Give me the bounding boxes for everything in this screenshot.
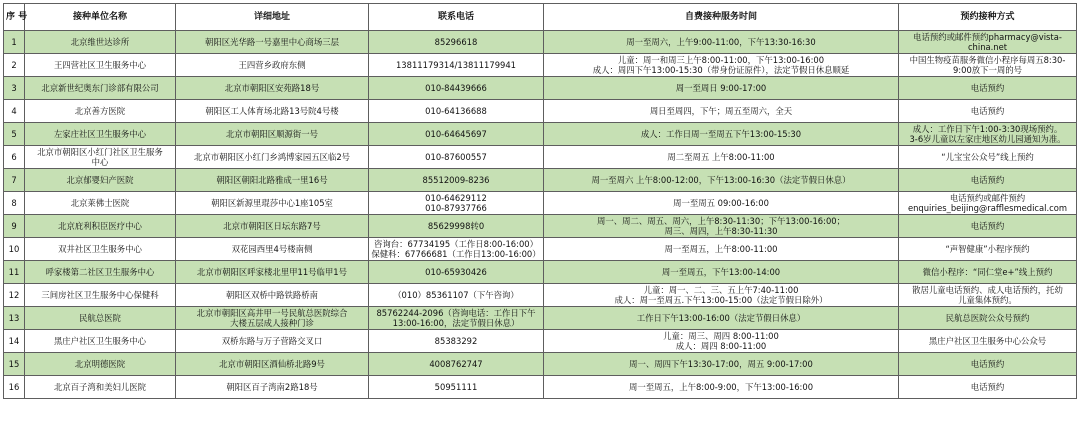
cell-service-hours (544, 215, 899, 238)
cell-phone (369, 31, 544, 54)
cell-site-name-line: 北京市朝阳区小红门社区卫生服务 (37, 147, 163, 157)
cell-address-line: 北京市朝阳区安苑路18号 (224, 83, 320, 93)
cell-site-name-line: 民航总医院 (79, 313, 121, 323)
cell-booking-method (899, 77, 1077, 100)
cell-service-hours-line: 周一至周五 09:00-16:00 (673, 198, 769, 208)
cell-address (176, 77, 369, 100)
cell-site-name (25, 31, 176, 54)
cell-booking-method-line: 电话预约或邮件预约pharmacy@vista- (913, 32, 1062, 42)
header-hours: 自费接种服务时间 (544, 4, 899, 31)
cell-site-name-line: 左家庄社区卫生服务中心 (53, 129, 147, 139)
cell-phone-line: 保健科：67766681（工作日13:00-16:00） (371, 249, 541, 259)
cell-booking-method (899, 376, 1077, 399)
cell-service-hours (544, 169, 899, 192)
cell-site-name (25, 146, 176, 169)
header-index-char-1: 序 (6, 11, 16, 22)
cell-site-name-line: 北京郁婴妇产医院 (66, 175, 134, 185)
cell-index: 14 (4, 330, 25, 353)
cell-site-name (25, 54, 176, 77)
cell-site-name (25, 261, 176, 284)
cell-index: 12 (4, 284, 25, 307)
cell-index: 13 (4, 307, 25, 330)
cell-service-hours-line: 周一至周日 9:00-17:00 (675, 83, 767, 93)
cell-address-line: 北京市朝阳区日坛东路7号 (223, 221, 321, 231)
cell-phone-line: 010-87600557 (425, 152, 487, 162)
cell-service-hours (544, 284, 899, 307)
cell-address-line: 王四营乡政府东侧 (238, 60, 306, 70)
cell-booking-method-line: 散居儿童电话预约、成人电话预约，托幼 (912, 285, 1063, 295)
cell-service-hours-line: 周一至周五，上午8:00-11:00 (664, 244, 778, 254)
cell-phone (369, 146, 544, 169)
cell-phone-line: 13:00-16:00，法定节假日休息） (392, 318, 520, 328)
cell-phone-line: 85383292 (434, 336, 478, 346)
cell-booking-method-line: 微信小程序：“同仁堂e+”线上预约 (922, 267, 1053, 277)
cell-address-line: 朝阳区光华路一号嘉里中心商场三层 (205, 37, 339, 47)
cell-phone-line: 010-64629112 (425, 193, 487, 203)
cell-index: 3 (4, 77, 25, 100)
table-row (4, 284, 1077, 307)
cell-phone (369, 284, 544, 307)
cell-booking-method-line: 电话预约或邮件预约 (949, 193, 1026, 203)
cell-service-hours (544, 261, 899, 284)
cell-phone-line: 010-64136688 (425, 106, 487, 116)
cell-booking-method-line: 民航总医院公众号预约 (945, 313, 1030, 323)
header-index-char-2: 号 (18, 11, 28, 22)
cell-phone-line: 85296618 (434, 37, 478, 47)
cell-site-name (25, 169, 176, 192)
cell-index: 9 (4, 215, 25, 238)
cell-address (176, 100, 369, 123)
cell-address-line: 朝阳区新源里琨莎中心1座105室 (211, 198, 333, 208)
cell-booking-method (899, 192, 1077, 215)
cell-address (176, 261, 369, 284)
cell-index: 4 (4, 100, 25, 123)
cell-address (176, 192, 369, 215)
table-row (4, 123, 1077, 146)
cell-address-line: 北京市朝阳区酒仙桥北路9号 (219, 359, 325, 369)
table-header (4, 4, 1077, 31)
cell-booking-method (899, 261, 1077, 284)
cell-index: 2 (4, 54, 25, 77)
header-phone: 联系电话 (369, 4, 544, 31)
cell-service-hours-line: 成人：周四 8:00-11:00 (675, 341, 767, 351)
cell-service-hours-line: 成人：周四下午13:00-15:30（带身份证原件），法定节假日休息顺延 (592, 65, 850, 75)
cell-service-hours-line: 周二至周五 上午8:00-11:00 (667, 152, 775, 162)
cell-booking-method (899, 215, 1077, 238)
cell-index: 11 (4, 261, 25, 284)
cell-site-name-line: 王四营社区卫生服务中心 (53, 60, 147, 70)
cell-index: 10 (4, 238, 25, 261)
cell-phone (369, 192, 544, 215)
cell-address-line: 北京市朝阳区小红门乡鸿博家园五区临2号 (193, 152, 351, 162)
cell-phone-line: 85512009-8236 (422, 175, 490, 185)
cell-site-name-line: 北京明德医院 (74, 359, 126, 369)
cell-service-hours-line: 成人：工作日周一至周五下午13:00-15:30 (640, 129, 802, 139)
cell-address (176, 146, 369, 169)
cell-service-hours (544, 31, 899, 54)
cell-booking-method (899, 284, 1077, 307)
cell-phone (369, 238, 544, 261)
cell-booking-method (899, 238, 1077, 261)
cell-address (176, 353, 369, 376)
cell-service-hours-line: 周一、周四下午13:30-17:00，周五 9:00-17:00 (629, 359, 813, 369)
cell-address (176, 169, 369, 192)
table-row (4, 192, 1077, 215)
cell-address (176, 31, 369, 54)
cell-site-name-line: 北京维世达诊所 (70, 37, 130, 47)
cell-site-name (25, 307, 176, 330)
cell-site-name-line: 北京新世纪奥东门诊部有限公司 (41, 83, 159, 93)
cell-site-name-line: 北京莱佛士医院 (70, 198, 130, 208)
cell-service-hours-line: 周一至周五，上午8:00-9:00，下午13:00-16:00 (628, 382, 814, 392)
cell-address (176, 54, 369, 77)
cell-address (176, 123, 369, 146)
table-row (4, 77, 1077, 100)
cell-service-hours-line: 儿童：周一和周三上午8:00-11:00，下午13:00-16:00 (617, 55, 825, 65)
cell-booking-method-line: 电话预约 (970, 175, 1005, 185)
cell-booking-method-line: 3-6岁儿童以左家庄地区幼儿园通知为准。 (909, 134, 1066, 144)
table-row (4, 215, 1077, 238)
cell-service-hours-line: 周一至周六 上午8:00-12:00，下午13:00-16:30（法定节假日休息） (591, 175, 851, 185)
cell-address-line: 北京市朝阳区高井甲一号民航总医院综合 (196, 308, 348, 318)
cell-index: 7 (4, 169, 25, 192)
header-name: 接种单位名称 (25, 4, 176, 31)
cell-index: 6 (4, 146, 25, 169)
table-row (4, 330, 1077, 353)
header-index (4, 4, 28, 31)
cell-site-name (25, 330, 176, 353)
cell-site-name-line: 北京百子湾和美妇儿医院 (53, 382, 147, 392)
table-row (4, 100, 1077, 123)
cell-address-line: 朝阳区双桥中路铁路桥南 (225, 290, 319, 300)
cell-phone (369, 376, 544, 399)
table-row (4, 353, 1077, 376)
cell-index: 5 (4, 123, 25, 146)
cell-booking-method (899, 123, 1077, 146)
cell-service-hours (544, 54, 899, 77)
cell-booking-method (899, 330, 1077, 353)
cell-site-name (25, 376, 176, 399)
cell-site-name (25, 353, 176, 376)
cell-service-hours-line: 周一至周六，上午9:00-11:00，下午13:30-16:30 (626, 37, 816, 47)
cell-service-hours-line: 儿童：周一、二、三、五上午7:40-11:00 (643, 285, 799, 295)
cell-booking-method (899, 307, 1077, 330)
cell-phone-line: 50951111 (434, 382, 478, 392)
cell-site-name-line: 双井社区卫生服务中心 (58, 244, 142, 254)
cell-booking-method-line: “儿宝宝公众号”线上预约 (941, 152, 1034, 162)
table-row (4, 146, 1077, 169)
cell-service-hours-line: 成人：周一至周五.下午13:00-15:00（法定节假日除外） (614, 295, 828, 305)
cell-booking-method (899, 146, 1077, 169)
cell-service-hours (544, 192, 899, 215)
cell-service-hours (544, 100, 899, 123)
cell-service-hours-line: 周一、周二、周五、周六，上午8:30-11:30；下午13:00-16:00； (596, 216, 845, 226)
cell-service-hours-line: 工作日下午13:00-16:00（法定节假日休息） (636, 313, 806, 323)
cell-phone-line: 010-87937766 (425, 203, 487, 213)
cell-site-name (25, 77, 176, 100)
cell-address (176, 330, 369, 353)
cell-booking-method-line: china.net (967, 42, 1008, 52)
cell-booking-method-line: enquiries_beijing@rafflesmedical.com (907, 203, 1068, 213)
cell-booking-method (899, 353, 1077, 376)
cell-phone (369, 307, 544, 330)
table-row (4, 261, 1077, 284)
cell-service-hours (544, 146, 899, 169)
cell-site-name (25, 215, 176, 238)
cell-phone (369, 123, 544, 146)
cell-site-name-line: 黑庄户社区卫生服务中心 (53, 336, 147, 346)
header-address: 详细地址 (176, 4, 369, 31)
table-row (4, 31, 1077, 54)
cell-address (176, 215, 369, 238)
cell-service-hours-line: 儿童：周三、周四 8:00-11:00 (663, 331, 779, 341)
cell-booking-method-line: 电话预约 (970, 83, 1005, 93)
cell-booking-method (899, 54, 1077, 77)
cell-site-name-line: 北京善方医院 (74, 106, 126, 116)
cell-phone (369, 100, 544, 123)
cell-booking-method-line: 电话预约 (970, 221, 1005, 231)
cell-phone-line: 85762244-2096（咨询电话：工作日下午 (376, 308, 536, 318)
table-row (4, 54, 1077, 77)
cell-booking-method-line: 儿童集体预约。 (958, 295, 1017, 305)
cell-phone-line: 010-65930426 (425, 267, 487, 277)
cell-booking-method-line: 电话预约 (970, 106, 1005, 116)
cell-phone (369, 215, 544, 238)
cell-phone (369, 353, 544, 376)
cell-booking-method (899, 31, 1077, 54)
cell-address (176, 307, 369, 330)
cell-service-hours (544, 123, 899, 146)
header-row (4, 4, 1077, 31)
vaccination-sites-table (3, 3, 1077, 399)
cell-phone-line: 4008762747 (429, 359, 483, 369)
cell-address-line: 北京市朝阳区呼家楼北里甲11号临甲1号 (197, 267, 347, 277)
cell-site-name (25, 238, 176, 261)
cell-service-hours-line: 周日至周四，下午；周五至周六，全天 (649, 106, 793, 116)
cell-address (176, 284, 369, 307)
cell-phone-line: 咨询台：67734195（工作日8:00-16:00） (374, 239, 538, 249)
cell-service-hours (544, 353, 899, 376)
table-row (4, 307, 1077, 330)
cell-phone (369, 77, 544, 100)
cell-service-hours (544, 307, 899, 330)
cell-booking-method-line: 成人：工作日下午1:00-3:30现场预约。 (912, 124, 1063, 134)
cell-booking-method-line: “声智健康”小程序预约 (945, 244, 1030, 254)
cell-site-name (25, 123, 176, 146)
cell-phone-line: 85629998转0 (427, 221, 485, 231)
cell-address (176, 376, 369, 399)
cell-booking-method-line: 电话预约 (970, 382, 1005, 392)
cell-site-name-line: 北京庇利积臣医疗中心 (58, 221, 142, 231)
cell-service-hours-line: 周三、周四，上午8:30-11:30 (664, 226, 778, 236)
cell-address-line: 大楼五层成人接种门诊 (230, 318, 314, 328)
cell-booking-method-line: 电话预约 (970, 359, 1005, 369)
cell-index: 1 (4, 31, 25, 54)
cell-address-line: 双桥东路与万子营路交叉口 (221, 336, 323, 346)
cell-booking-method-line: 中国生物疫苗服务微信小程序每周五8:30- (909, 55, 1066, 65)
header-booking: 预约接种方式 (899, 4, 1077, 31)
table-row (4, 376, 1077, 399)
cell-phone-line: 13811179314/13811179941 (395, 60, 517, 70)
cell-phone-line: 010-84439666 (425, 83, 487, 93)
cell-booking-method-line: 黑庄户社区卫生服务中心公众号 (928, 336, 1047, 346)
cell-service-hours (544, 376, 899, 399)
cell-booking-method (899, 100, 1077, 123)
cell-address-line: 朝阳区工人体育场北路13号院4号楼 (205, 106, 339, 116)
cell-phone (369, 261, 544, 284)
table-row (4, 238, 1077, 261)
table-body (4, 31, 1077, 399)
cell-site-name (25, 284, 176, 307)
cell-phone-line: （010）85361107（下午咨询） (393, 290, 519, 300)
cell-service-hours (544, 330, 899, 353)
cell-phone (369, 330, 544, 353)
cell-service-hours (544, 77, 899, 100)
cell-phone (369, 169, 544, 192)
cell-service-hours-line: 周一至周五，下午13:00-14:00 (661, 267, 781, 277)
cell-service-hours (544, 238, 899, 261)
cell-site-name (25, 100, 176, 123)
cell-phone (369, 54, 544, 77)
cell-index: 15 (4, 353, 25, 376)
cell-booking-method (899, 169, 1077, 192)
cell-phone-line: 010-64645697 (425, 129, 487, 139)
cell-address-line: 北京市朝阳区顺源街一号 (225, 129, 319, 139)
cell-index: 16 (4, 376, 25, 399)
cell-index: 8 (4, 192, 25, 215)
cell-address-line: 朝阳区百子湾南2路18号 (226, 382, 318, 392)
cell-booking-method-line: 9:00放下一周的号 (952, 65, 1023, 75)
cell-address-line: 朝阳区朝阳北路雅成一里16号 (216, 175, 328, 185)
cell-site-name-line: 三间房社区卫生服务中心保健科 (41, 290, 159, 300)
table-row (4, 169, 1077, 192)
cell-site-name-line: 呼家楼第二社区卫生服务中心 (45, 267, 155, 277)
cell-site-name-line: 中心 (91, 157, 109, 167)
cell-address (176, 238, 369, 261)
cell-address-line: 双花园西里4号楼南侧 (231, 244, 313, 254)
cell-site-name (25, 192, 176, 215)
